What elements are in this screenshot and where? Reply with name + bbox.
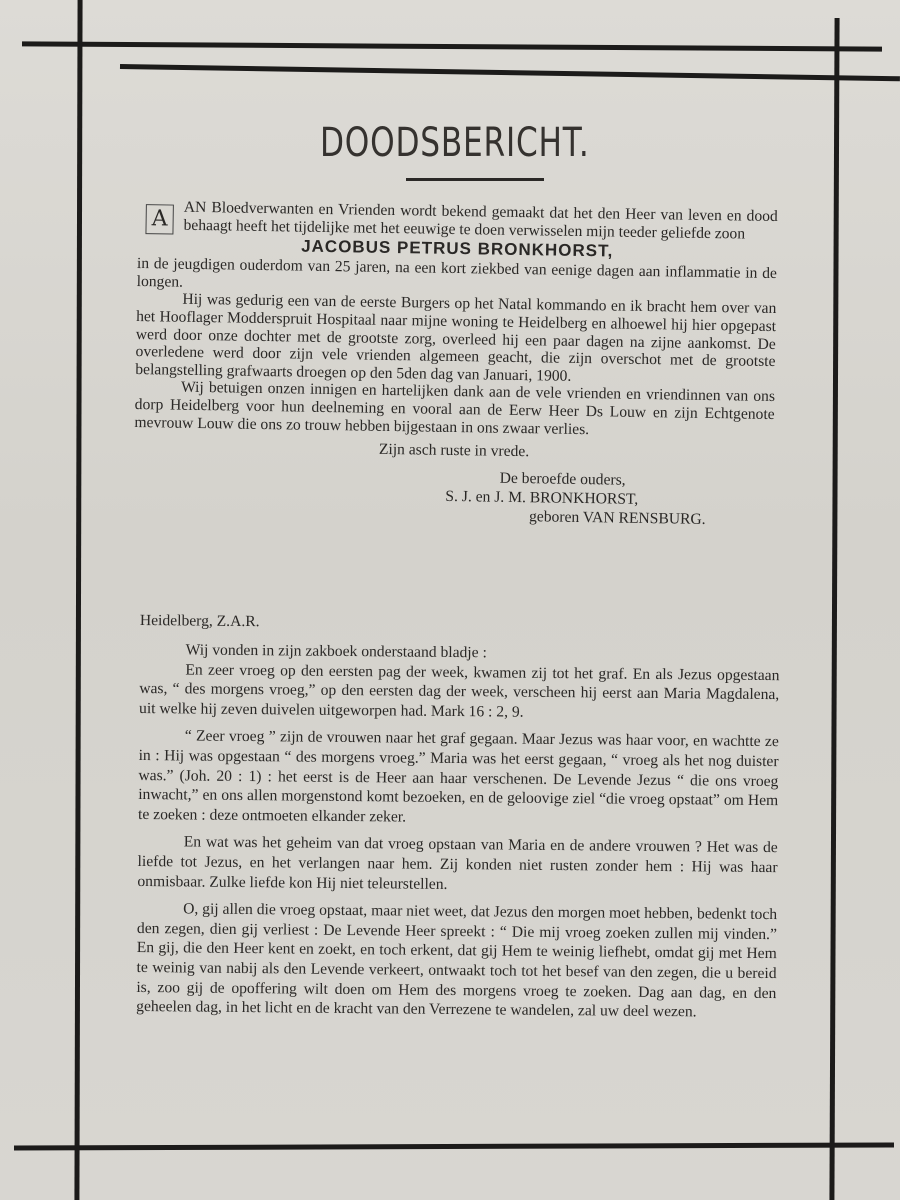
top-border-line — [22, 41, 882, 51]
drop-cap: A — [145, 204, 173, 234]
inner-top-border-line — [120, 64, 900, 81]
notice-paragraph-3: Wij betuigen onzen innigen en hartelijken dank aan de vele vrienden en vriendinnen van ons dorp Heidelberg voor hun deelneming en vooral aan de Eerw Heer Ds Louw en zijn Echtgenote mevrouw Louw die ons zo trouw hebben bijgestaan in ons zwaar verlies. — [134, 379, 776, 438]
pocketbook-text — [136, 612, 780, 1031]
notice-paragraph-2: Hij was gedurig een van de eerste Burgers op het Natal kommando en ik bracht hem over van het Hooflager Modderspruit Hospitaal naar mijne woning te Heidelberg en alhoewel hij hier opgepast werd door onze dochter met de grootste zorg, overleed hij een paar dagen na zijne aankomst. De overledene werd door zijn vele vrienden algemeen geacht, die zijn overschot met de grootste belangstelling grafwaarts droegen op den 5den dag van Januari, 1900. — [135, 291, 777, 385]
right-border-line — [829, 18, 839, 1200]
age-line: in de jeugdigen ouderdom van 25 jaren, na een kort ziekbed van eenige dagen aan inflammatie in de longen. — [136, 255, 778, 291]
scripture-verse: En zeer vroeg op den eersten pag der week, kwamen zij tot het graf. En als Jezus opgestaan was, “ des morgens vroeg,” op den eersten dag der week, verscheen hij eerst aan Maria Magdalena, uit welke hij zeven duivelen uitgeworpen had. Mark 16 : 2, 9. — [138, 661, 780, 721]
opening-text: AN Bloedverwanten en Vrienden wordt bekend gemaakt dat het den Heer van leven en dood behaagt heeft het tijdelijke met het eeuwige te doen verwisselen mijn teeder geliefde zoon — [183, 198, 778, 243]
deceased-name: JACOBUS PETRUS BRONKHORST, — [301, 236, 614, 261]
document-title: DOODSBERICHT. — [320, 120, 590, 166]
pocketbook-paragraph-2: En wat was het geheim van dat vroeg opstaan van Maria en de andere vrouwen ? Het was de liefde tot Jezus, en het verlangen naar hem. Zij konden niet rusten zonder hem : Hij was haar onmisbaar. Zulke liefde kon Hij niet teleurstellen. — [137, 833, 778, 893]
signature-line-3: geboren VAN RENSBURG. — [528, 508, 706, 529]
rest-in-peace-line: Zijn asch ruste in vrede. — [378, 440, 530, 461]
pocketbook-paragraph-1: “ Zeer vroeg ” zijn de vrouwen naar het graf gegaan. Maar Jezus was haar voor, en wachtte ze in : Hij was opgestaan “ des morgens vroeg.” Maria was het eerst gegaan, “ vroeg als het nog duister was.” (Joh. 20 : 1) : het eerst is de Heer aan haar verschenen. De Levende Jezus “ die ons vroeg inwacht,” en ons allen morgenstond komt bezoeken, en de geloovige ziel “die vroeg opstaat” om Hem te zoeken : deze ontmoeten elkander zeker. — [137, 727, 779, 826]
left-border-line — [74, 0, 82, 1200]
signature-line-2: S. J. en J. M. BRONKHORST, — [445, 487, 639, 509]
pocketbook-paragraph-3: O, gij allen die vroeg opstaat, maar niet weet, dat Jezus den morgen moet hebben, bedenkt toch den zegen, dien gij verliest : De Levende Heer spreekt : “ Die mij vroeg zoeken zullen mij vinden.” En gij, die den Heer kent en zoekt, en toch erkent, dat gij Hem te weinig liefhebt, omdat gij met Hem te weinig van nabij als den Levende verkeert, ontwaakt toch tot het besef van den zegen, die u bereid is, zoo gij de opoffering wilt doen om Hem des morgens vroeg te zoeken. Dag aan dag, en den geheelen dag, in het licht en de kracht van den Verrezene te wandelen, zal uw deel wezen. — [136, 900, 778, 1021]
signature-line-1: De beroefde ouders, — [499, 469, 626, 489]
death-notice — [133, 198, 778, 530]
place-line: Heidelberg, Z.A.R. — [139, 612, 260, 631]
bottom-border-line — [14, 1142, 894, 1150]
title-underline — [406, 178, 544, 181]
intro-line: Wij vonden in zijn zakboek onderstaand bladje : — [185, 641, 487, 662]
